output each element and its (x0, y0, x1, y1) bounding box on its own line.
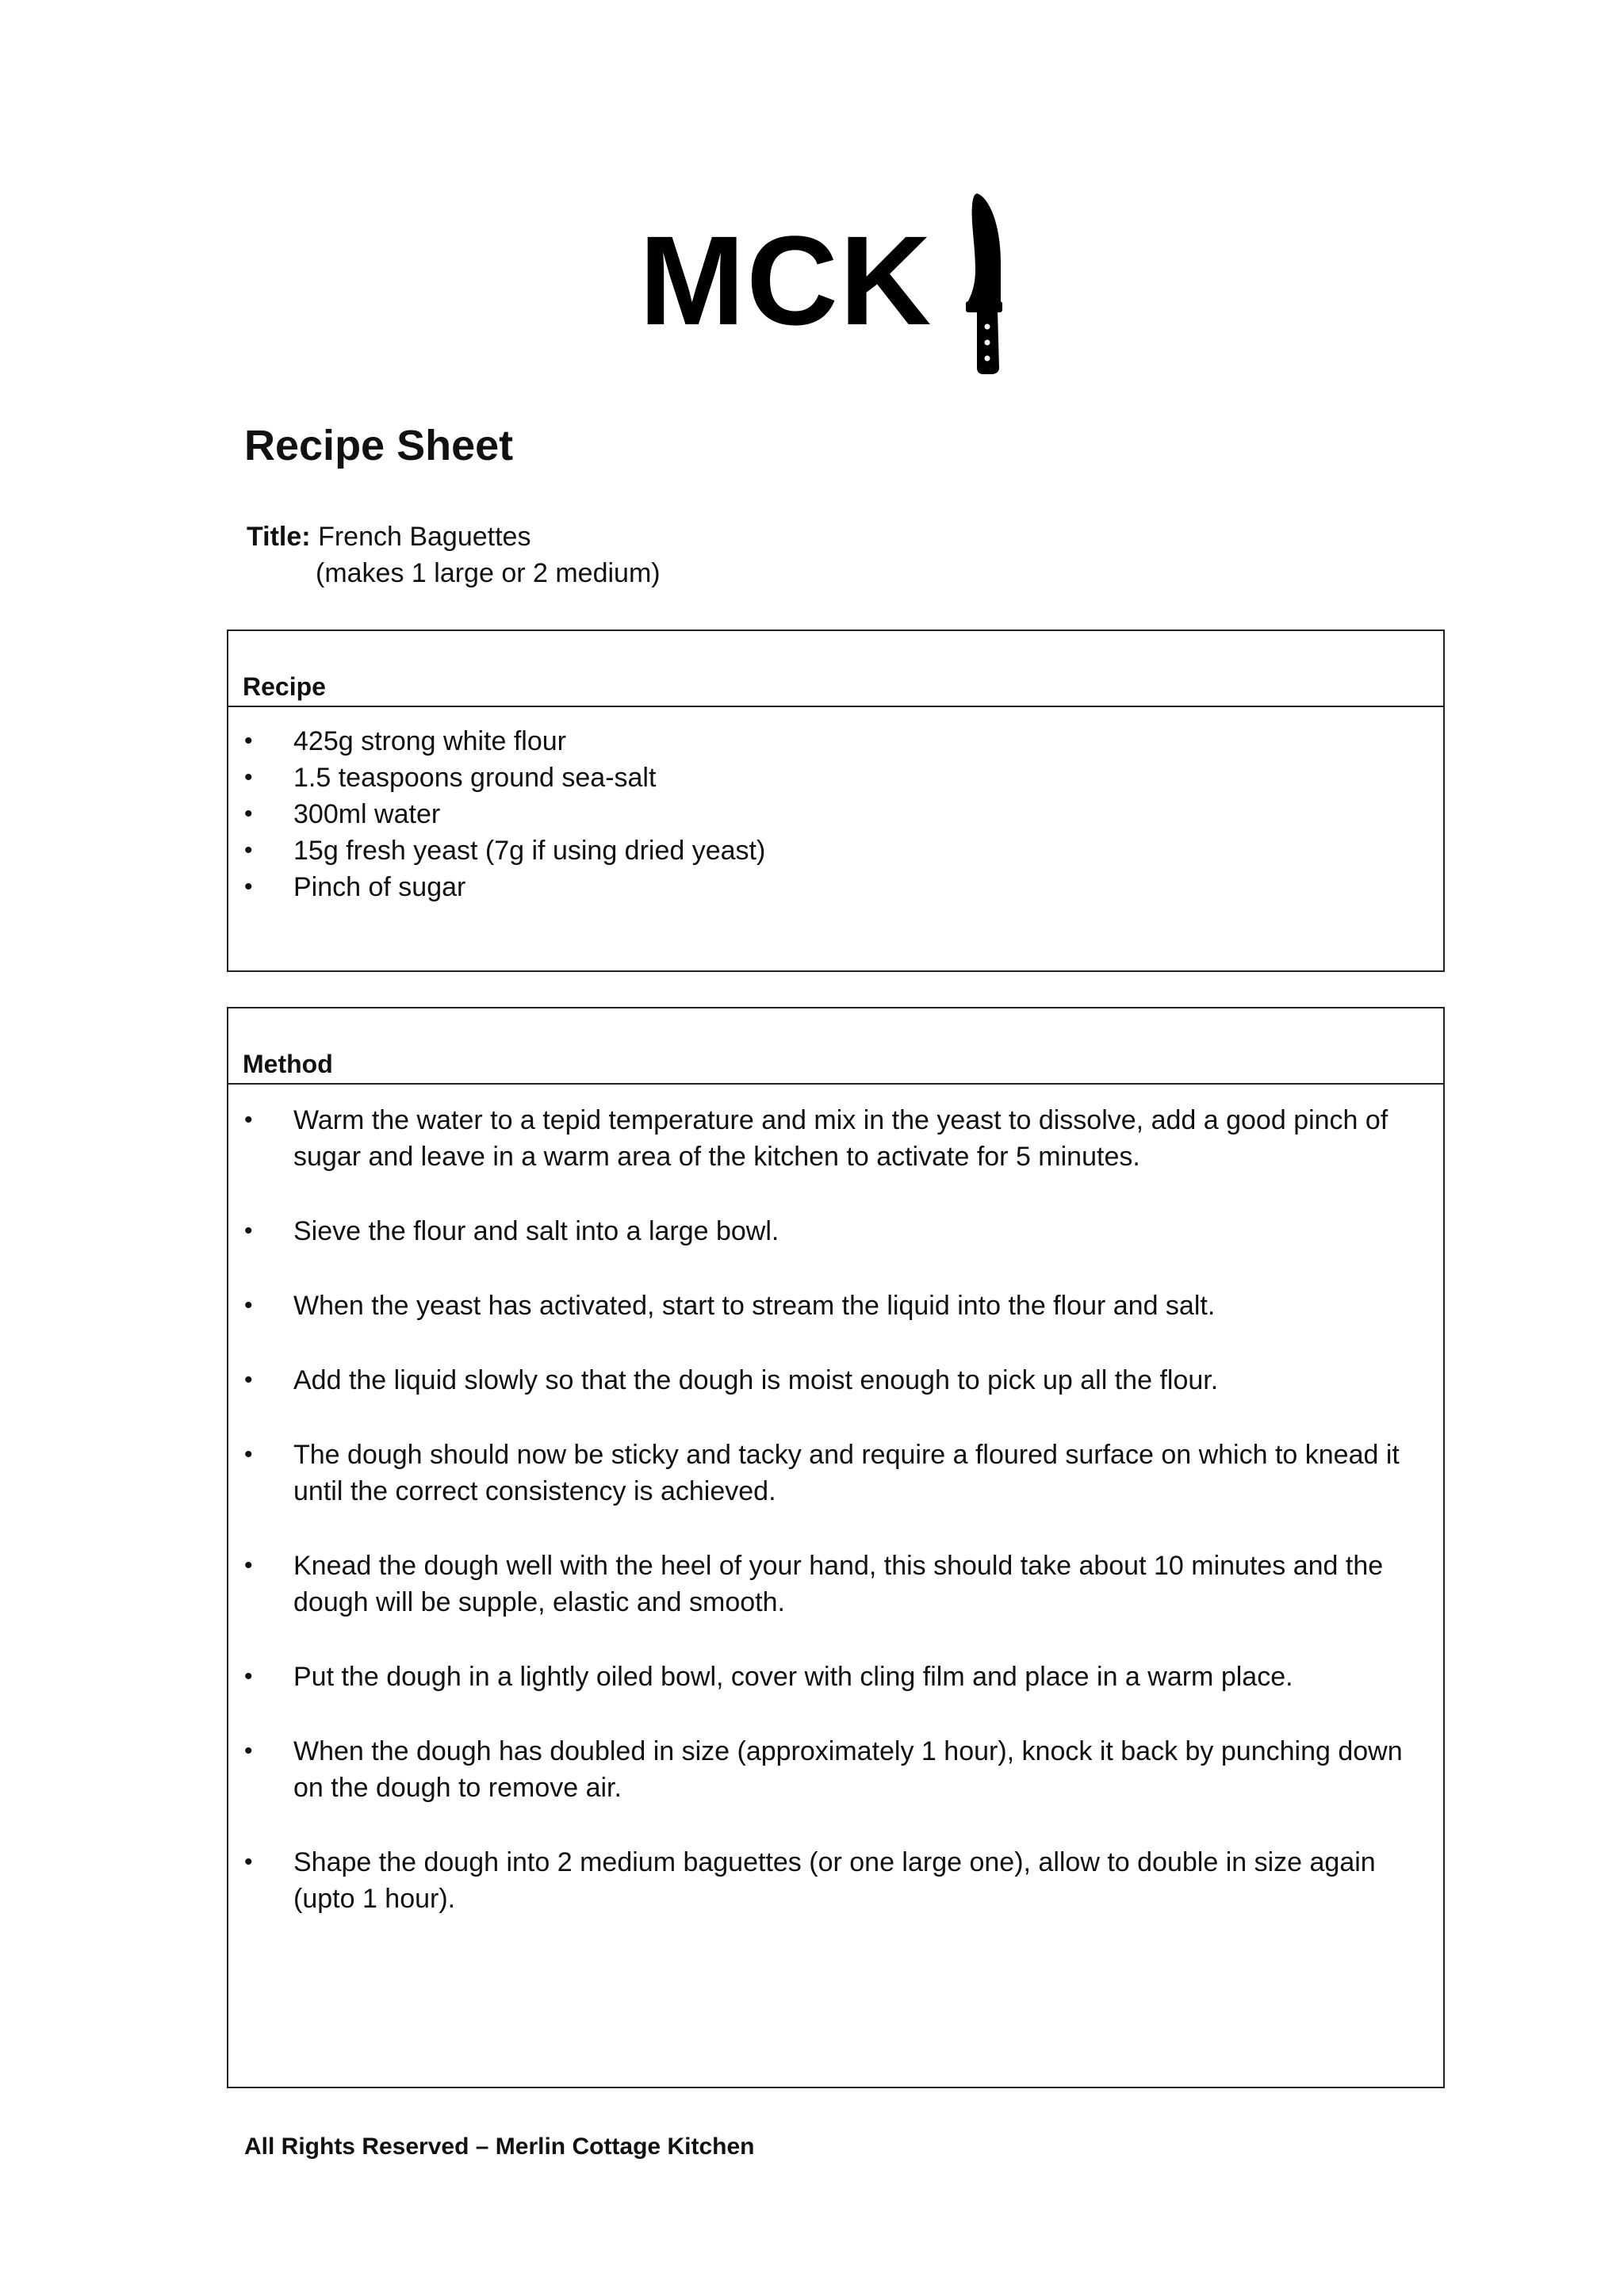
ingredient-item (228, 869, 1443, 905)
bullet: • (244, 1663, 253, 1689)
bullet: • (244, 1552, 253, 1578)
ingredient-text: 1.5 teaspoons ground sea-salt (293, 763, 657, 793)
method-step (228, 1659, 1443, 1695)
method-step-text: Add the liquid slowly so that the dough is moist enough to pick up all the flour. (293, 1365, 1219, 1395)
method-header (228, 1008, 1443, 1085)
recipe-title-block (247, 519, 661, 591)
method-step (228, 1288, 1443, 1324)
method-step (228, 1213, 1443, 1249)
bullet: • (244, 1218, 253, 1244)
method-step (228, 1548, 1443, 1621)
page-title: Recipe Sheet (244, 422, 514, 469)
title-label: Title: (247, 522, 311, 552)
method-step-text: When the dough has doubled in size (approximately 1 hour), knock it back by punching down on the dough to remove air. (293, 1736, 1403, 1803)
logo-text: MCK (639, 209, 933, 351)
chef-knife-icon (953, 190, 1009, 374)
bullet: • (244, 1367, 253, 1393)
ingredient-item (228, 723, 1443, 760)
bullet: • (244, 1849, 253, 1875)
method-steps-list (228, 1102, 1443, 1955)
brand-logo (639, 190, 1012, 374)
bullet: • (244, 1107, 253, 1133)
ingredient-item (228, 796, 1443, 832)
method-step (228, 1844, 1443, 1917)
bullet: • (244, 874, 253, 900)
method-step-text: Warm the water to a tepid temperature and mix in the yeast to dissolve, add a good pinch of sugar and leave in a warm area of the kitchen to activate for 5 minutes. (293, 1105, 1388, 1172)
bullet: • (244, 1738, 253, 1764)
ingredient-text: 425g strong white flour (293, 726, 566, 756)
method-step-text: Shape the dough into 2 medium baguettes (or one large one), allow to double in size again (upto 1 hour). (293, 1847, 1376, 1914)
ingredients-list (228, 723, 1443, 905)
bullet: • (244, 728, 253, 754)
recipe-title: French Baguettes (318, 522, 531, 552)
bullet: • (244, 1441, 253, 1468)
ingredients-header (228, 631, 1443, 707)
method-step (228, 1102, 1443, 1175)
ingredient-item (228, 832, 1443, 869)
method-step (228, 1733, 1443, 1806)
method-step-text: When the yeast has activated, start to stream the liquid into the flour and salt. (293, 1291, 1216, 1321)
method-step-text: The dough should now be sticky and tacky and require a floured surface on which to knead it until the correct consistency is achieved. (293, 1440, 1400, 1506)
method-step (228, 1437, 1443, 1510)
ingredient-item (228, 760, 1443, 796)
ingredients-heading: Recipe (243, 672, 326, 701)
bullet: • (244, 801, 253, 827)
bullet: • (244, 764, 253, 790)
method-step-text: Knead the dough well with the heel of your hand, this should take about 10 minutes and the dough will be supple, elastic and smooth. (293, 1551, 1384, 1617)
method-step-text: Put the dough in a lightly oiled bowl, cover with cling film and place in a warm place. (293, 1662, 1293, 1692)
ingredient-text: 15g fresh yeast (7g if using dried yeast) (293, 836, 766, 866)
recipe-yield-note: (makes 1 large or 2 medium) (316, 558, 661, 588)
method-heading: Method (243, 1050, 333, 1078)
copyright-footer: All Rights Reserved – Merlin Cottage Kitchen (244, 2133, 755, 2160)
bullet: • (244, 1292, 253, 1318)
bullet: • (244, 837, 253, 863)
method-box (227, 1007, 1445, 2088)
ingredient-text: Pinch of sugar (293, 872, 466, 902)
ingredients-box (227, 629, 1445, 972)
ingredient-text: 300ml water (293, 799, 441, 829)
method-step (228, 1362, 1443, 1399)
method-step-text: Sieve the flour and salt into a large bowl. (293, 1216, 779, 1246)
